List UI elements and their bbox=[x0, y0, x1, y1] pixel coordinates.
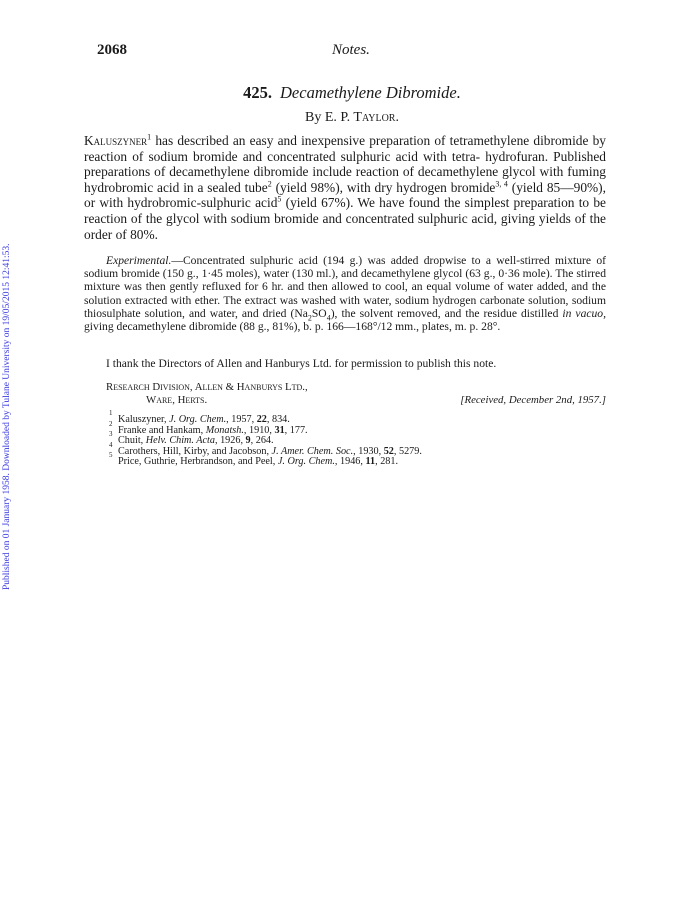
subscript-2: 2 bbox=[307, 313, 312, 323]
intro-text-2: (yield 98%), with dry hydrogen bromide bbox=[275, 179, 496, 195]
reference-item: 3 Chuit, Helv. Chim. Acta, 1926, 9, 264. bbox=[109, 430, 274, 447]
subscript-4: 4 bbox=[326, 313, 331, 323]
references-list bbox=[109, 409, 606, 468]
citation-5: 5 bbox=[277, 194, 282, 204]
reference-item: 2 Franke and Hankam, Monatsh., 1910, 31, 177. bbox=[109, 419, 308, 436]
page-number: 2068 bbox=[97, 42, 127, 58]
watermark-text: Published on 01 January 1958. Downloaded by Tulane University on 19/05/2015 12:41:53. bbox=[2, 243, 12, 590]
affiliation-line-2: Ware, Herts. bbox=[146, 394, 208, 406]
intro-text-4: (yield 67%). We have found the simplest preparation to be reaction of the glycol with sodium bromide and concentrated sulphuric acid, giving yields of the order of 80%. bbox=[84, 195, 606, 242]
article-number: 425. bbox=[243, 83, 273, 102]
author-line bbox=[97, 110, 607, 126]
reference-item: 5 Price, Guthrie, Herbrandson, and Peel, J. Org. Chem., 1946, 11, 281. bbox=[109, 451, 399, 468]
acknowledgement: I thank the Directors of Allen and Hanburys Ltd. for permission to publish this note. bbox=[106, 357, 497, 370]
page-header bbox=[97, 42, 607, 64]
author-by: By bbox=[305, 110, 322, 125]
citation-3-4: 3, 4 bbox=[495, 179, 508, 189]
article-title bbox=[97, 83, 607, 103]
article-name: Decamethylene Dibromide. bbox=[280, 83, 461, 102]
running-title: Notes. bbox=[332, 42, 370, 58]
experimental-paragraph bbox=[84, 254, 606, 333]
intro-paragraph bbox=[84, 133, 606, 242]
experimental-text-4: giving decamethylene dibromide (88 g., 81%), b. p. 166—168°/12 mm., plates, m. p. 28°. bbox=[84, 320, 501, 334]
experimental-text-3: ), the solvent removed, and the residue distilled bbox=[330, 306, 559, 320]
download-watermark bbox=[2, 110, 14, 590]
experimental-label: Experimental. bbox=[106, 254, 172, 267]
citation-1: 1 bbox=[147, 132, 152, 142]
received-date: [Received, December 2nd, 1957.] bbox=[460, 394, 606, 406]
intro-author: Kaluszyner bbox=[84, 133, 148, 148]
citation-2: 2 bbox=[267, 179, 272, 189]
experimental-text-2: SO bbox=[311, 306, 327, 320]
experimental-text-1: —Concentrated sulphuric acid (194 g.) was added dropwise to a well-stirred mixture of sodium bromide (150 g., 1·45 moles), water (130 ml.), and decamethylene glycol (63 g., 0·36 mole). The stirred mixture was then gently refluxed for 6 hr. and then allowed to cool, an equal volume of water added, and the solution extracted with ether. The extract was washed with water, sodium hydrogen carbonate solution, sodium thiosulphate solution, and water, and dried (Na bbox=[84, 254, 606, 320]
affiliation-line-1: Research Division, Allen & Hanburys Ltd., bbox=[106, 381, 308, 393]
reference-item: 1 Kaluszyner, J. Org. Chem., 1957, 22, 834. bbox=[109, 409, 290, 425]
in-vacuo: in vacuo, bbox=[562, 306, 606, 320]
reference-item: 4 Carothers, Hill, Kirby, and Jacobson, J. Amer. Chem. Soc., 1930, 52, 5279. bbox=[109, 440, 422, 457]
intro-text-3: (yield 85—90%), or with hydrobromic-sulphuric acid bbox=[84, 179, 606, 211]
intro-text-1: has described an easy and inexpensive preparation of tetramethylene dibromide by reaction of sodium bromide and concentrated sulphuric acid with tetra- hydrofuran. Published preparations of decamethylene dibromide include reaction of decamethylene glycol with fuming hydrobromic acid in a sealed tube bbox=[84, 133, 606, 195]
author-name: E. P. Taylor. bbox=[324, 110, 399, 125]
